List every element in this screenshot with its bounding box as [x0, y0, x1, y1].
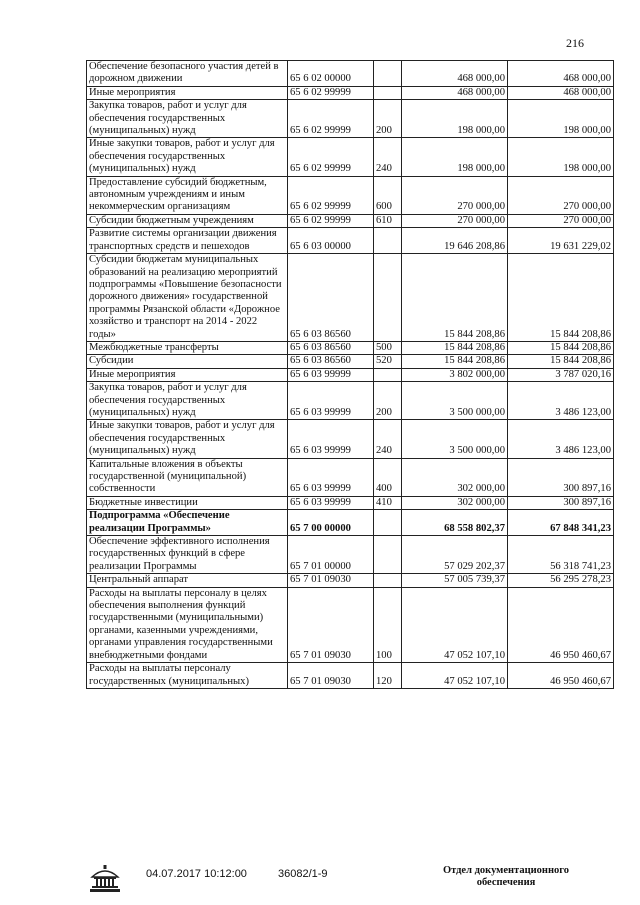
table-row [87, 214, 614, 227]
row-code: 65 6 02 99999 [288, 86, 374, 99]
row-name: Субсидии [87, 355, 288, 368]
row-amount-plan: 3 500 000,00 [402, 382, 508, 420]
row-amount-plan: 3 802 000,00 [402, 368, 508, 381]
row-code: 65 6 03 86560 [288, 254, 374, 342]
page-number: 216 [566, 36, 584, 50]
row-amount-actual: 300 897,16 [508, 458, 614, 496]
row-amount-plan: 198 000,00 [402, 138, 508, 176]
row-type: 120 [374, 663, 402, 689]
row-type: 400 [374, 458, 402, 496]
row-type: 500 [374, 341, 402, 354]
row-code: 65 6 03 86560 [288, 355, 374, 368]
row-code: 65 6 03 99999 [288, 458, 374, 496]
row-amount-actual: 46 950 460,67 [508, 663, 614, 689]
row-amount-actual: 270 000,00 [508, 214, 614, 227]
table-row [87, 254, 614, 342]
row-code: 65 7 01 09030 [288, 574, 374, 587]
row-type [374, 368, 402, 381]
row-amount-plan: 15 844 208,86 [402, 341, 508, 354]
table-row [87, 176, 614, 214]
row-code: 65 7 01 09030 [288, 587, 374, 662]
row-amount-actual: 46 950 460,67 [508, 587, 614, 662]
row-type [374, 254, 402, 342]
table-row [87, 138, 614, 176]
footer-datetime: 04.07.2017 10:12:00 [146, 868, 247, 880]
row-amount-actual: 15 844 208,86 [508, 341, 614, 354]
row-code: 65 6 03 99999 [288, 368, 374, 381]
table-row [87, 663, 614, 689]
row-type: 100 [374, 587, 402, 662]
row-type [374, 574, 402, 587]
row-code: 65 6 02 99999 [288, 138, 374, 176]
table-row [87, 368, 614, 381]
row-type: 610 [374, 214, 402, 227]
row-amount-actual: 198 000,00 [508, 138, 614, 176]
row-code: 65 7 01 09030 [288, 663, 374, 689]
row-amount-actual: 56 295 278,23 [508, 574, 614, 587]
page-footer [0, 862, 640, 902]
row-name: Субсидии бюджетным учреждениям [87, 214, 288, 227]
row-code: 65 6 02 00000 [288, 61, 374, 87]
table-row [87, 86, 614, 99]
row-name: Бюджетные инвестиции [87, 496, 288, 509]
duma-emblem-icon [88, 863, 122, 893]
row-amount-plan: 15 844 208,86 [402, 355, 508, 368]
footer-doc-number: 36082/1-9 [278, 868, 328, 880]
row-name: Иные мероприятия [87, 368, 288, 381]
row-name: Обеспечение эффективного исполнения государственных функций в сфере реализации Программы [87, 536, 288, 574]
row-amount-plan: 47 052 107,10 [402, 663, 508, 689]
row-name: Капитальные вложения в объекты государственной (муниципальной) собственности [87, 458, 288, 496]
row-amount-actual: 3 787 020,16 [508, 368, 614, 381]
row-amount-actual: 198 000,00 [508, 100, 614, 138]
row-amount-plan: 57 005 739,37 [402, 574, 508, 587]
table-row [87, 536, 614, 574]
row-amount-actual: 300 897,16 [508, 496, 614, 509]
row-name: Иные мероприятия [87, 86, 288, 99]
row-type: 200 [374, 382, 402, 420]
row-type: 240 [374, 420, 402, 458]
table-row [87, 574, 614, 587]
table-row [87, 100, 614, 138]
row-amount-plan: 468 000,00 [402, 86, 508, 99]
row-name: Субсидии бюджетам муниципальных образований на реализацию мероприятий подпрограммы «Повышение безопасности дорожного движения» государственной программы Рязанской области «Дорожное хозяйство и транспорт на 2014 - 2022 годы» [87, 254, 288, 342]
row-name: Центральный аппарат [87, 574, 288, 587]
table-row [87, 228, 614, 254]
row-amount-plan: 15 844 208,86 [402, 254, 508, 342]
row-code: 65 6 03 99999 [288, 420, 374, 458]
row-amount-actual: 270 000,00 [508, 176, 614, 214]
row-amount-plan: 47 052 107,10 [402, 587, 508, 662]
row-amount-plan: 270 000,00 [402, 176, 508, 214]
table-row [87, 341, 614, 354]
row-type [374, 228, 402, 254]
row-type [374, 536, 402, 574]
table-row [87, 510, 614, 536]
row-amount-plan: 68 558 802,37 [402, 510, 508, 536]
row-type [374, 61, 402, 87]
row-code: 65 6 02 99999 [288, 176, 374, 214]
row-code: 65 6 03 86560 [288, 341, 374, 354]
row-amount-actual: 15 844 208,86 [508, 254, 614, 342]
table-row [87, 355, 614, 368]
row-name: Расходы на выплаты персоналу в целях обеспечения выполнения функций государственными (муниципальными) органами, казенными учреждениями, органами управления государственными внебюджетными фондами [87, 587, 288, 662]
row-code: 65 7 01 00000 [288, 536, 374, 574]
table-row [87, 587, 614, 662]
row-code: 65 6 02 99999 [288, 100, 374, 138]
row-name: Подпрограмма «Обеспечение реализации Программы» [87, 510, 288, 536]
budget-table [86, 60, 614, 689]
row-amount-plan: 57 029 202,37 [402, 536, 508, 574]
row-name: Закупка товаров, работ и услуг для обеспечения государственных (муниципальных) нужд [87, 100, 288, 138]
row-amount-plan: 468 000,00 [402, 61, 508, 87]
row-name: Межбюджетные трансферты [87, 341, 288, 354]
row-amount-plan: 302 000,00 [402, 458, 508, 496]
table-row [87, 420, 614, 458]
row-code: 65 6 03 99999 [288, 496, 374, 509]
row-amount-actual: 15 844 208,86 [508, 355, 614, 368]
row-type [374, 86, 402, 99]
row-amount-actual: 3 486 123,00 [508, 420, 614, 458]
row-name: Иные закупки товаров, работ и услуг для обеспечения государственных (муниципальных) нужд [87, 420, 288, 458]
row-amount-plan: 3 500 000,00 [402, 420, 508, 458]
row-amount-actual: 67 848 341,23 [508, 510, 614, 536]
row-name: Расходы на выплаты персоналу государственных (муниципальных) [87, 663, 288, 689]
row-amount-actual: 56 318 741,23 [508, 536, 614, 574]
table-row [87, 61, 614, 87]
row-name: Обеспечение безопасного участия детей в дорожном движении [87, 61, 288, 87]
row-name: Закупка товаров, работ и услуг для обеспечения государственных (муниципальных) нужд [87, 382, 288, 420]
row-name: Развитие системы организации движения транспортных средств и пешеходов [87, 228, 288, 254]
row-type: 600 [374, 176, 402, 214]
table-row [87, 382, 614, 420]
row-code: 65 6 03 99999 [288, 382, 374, 420]
table-row [87, 458, 614, 496]
row-amount-actual: 468 000,00 [508, 61, 614, 87]
row-type: 200 [374, 100, 402, 138]
row-type [374, 510, 402, 536]
row-amount-plan: 198 000,00 [402, 100, 508, 138]
row-amount-actual: 19 631 229,02 [508, 228, 614, 254]
row-name: Предоставление субсидий бюджетным, автономным учреждениям и иным некоммерческим организациям [87, 176, 288, 214]
footer-department: Отдел документационного обеспечения [442, 865, 570, 888]
row-code: 65 7 00 00000 [288, 510, 374, 536]
row-code: 65 6 03 00000 [288, 228, 374, 254]
row-type: 240 [374, 138, 402, 176]
table-row [87, 496, 614, 509]
row-amount-plan: 270 000,00 [402, 214, 508, 227]
row-amount-actual: 468 000,00 [508, 86, 614, 99]
row-type: 520 [374, 355, 402, 368]
row-amount-plan: 302 000,00 [402, 496, 508, 509]
row-name: Иные закупки товаров, работ и услуг для обеспечения государственных (муниципальных) нужд [87, 138, 288, 176]
row-amount-plan: 19 646 208,86 [402, 228, 508, 254]
row-code: 65 6 02 99999 [288, 214, 374, 227]
row-type: 410 [374, 496, 402, 509]
row-amount-actual: 3 486 123,00 [508, 382, 614, 420]
